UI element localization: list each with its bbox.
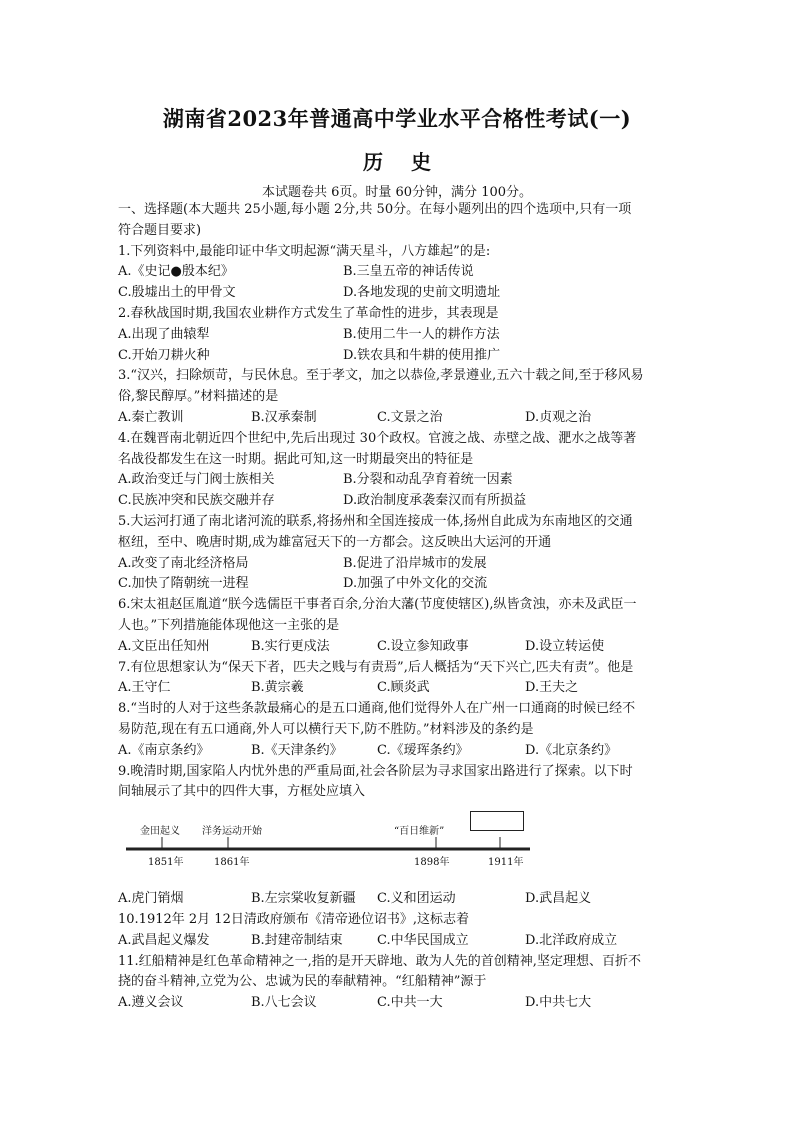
question-4 (118, 429, 678, 512)
timeline-event-label: 洋务运动开始 (202, 826, 262, 838)
option-d: D.武昌起义 (525, 891, 592, 907)
option-row (118, 678, 678, 699)
option-row (118, 283, 678, 304)
question-stem: 易防范,现在有五口通商,外人可以横行天下,防不胜防。”材料涉及的条约是 (118, 721, 534, 737)
option-d: D.贞观之治 (525, 409, 592, 425)
option-b: B.实行更戍法 (251, 638, 330, 654)
option-b: B.左宗棠收复新疆 (251, 891, 356, 907)
option-c: C.文景之治 (377, 409, 443, 425)
question-stem: 11.红船精神是红色革命精神之一,指的是开天辟地、敢为人先的首创精神,坚定理想、百折不 (118, 953, 641, 969)
timeline-year: 1911年 (488, 857, 524, 869)
option-row (118, 262, 678, 283)
subject-title (0, 146, 794, 175)
option-b: B.促进了沿岸城市的发展 (343, 555, 487, 571)
question-stem: 人也。”下列措施能体现他这一主张的是 (118, 617, 340, 633)
question-stem: 名战役都发生在这一时期。据此可知,这一时期最突出的特征是 (118, 451, 474, 467)
exam-info: 本试题卷共 6页。时量 60分钟，满分 100分。 (261, 185, 533, 200)
option-a: A.《史记●殷本纪》 (118, 264, 234, 280)
option-b: B.八七会议 (251, 995, 317, 1011)
section-heading: 一、选择题(本大题共 25小题,每小题 2分,共 50分。在每小题列出的四个选项中,只有一项 (118, 202, 632, 217)
option-row (118, 741, 678, 762)
question-stem: 7.有位思想家认为“保天下者，匹夫之贱与有责焉”,后人概括为“天下兴亡,匹夫有责”。他是 (118, 659, 634, 675)
option-a: A.政治变迁与门阀士族相关 (118, 472, 275, 488)
option-d: D.王夫之 (525, 680, 579, 696)
timeline-figure (118, 809, 678, 881)
option-b: B.封建帝制结束 (251, 932, 343, 948)
option-a: A.出现了曲辕犁 (118, 326, 210, 342)
option-c: C.开始刀耕火种 (118, 347, 210, 363)
question-2 (118, 304, 678, 366)
option-c: C.加快了隋朝统一进程 (118, 576, 249, 592)
option-b: B.分裂和动乱孕育着统一因素 (343, 472, 513, 488)
exam-content (118, 200, 678, 1014)
option-row (118, 554, 678, 575)
option-d: D.设立转运使 (525, 638, 605, 654)
option-a: A.虎门销烟 (118, 891, 184, 907)
option-a: A.遵义会议 (118, 995, 184, 1011)
option-c: C.设立参知政事 (377, 638, 469, 654)
option-row (118, 931, 678, 952)
question-9 (118, 762, 678, 910)
option-row (118, 993, 678, 1014)
question-stem: 4.在魏晋南北朝近四个世纪中,先后出现过 30个政权。官渡之战、赤壁之战、淝水之战等著 (118, 430, 637, 446)
option-b: B.汉承秦制 (251, 409, 317, 425)
option-d: D.铁农具和牛耕的使用推广 (343, 347, 501, 363)
option-c: C.中共一大 (377, 995, 443, 1011)
question-stem: 1.下列资料中,最能印证中华文明起源“满天星斗，八方雄起”的是: (118, 243, 491, 259)
question-stem: 枢纽，至中、晚唐时期,成为雄富冠天下的一方都会。这反映出大运河的开通 (118, 534, 552, 550)
question-stem: 6.宋太祖赵匡胤道“朕今选儒臣干事者百余,分治大藩(节度使辖区),纵皆贪浊，亦未及武臣一 (118, 597, 637, 613)
option-a: A.秦亡教训 (118, 409, 184, 425)
option-row (118, 408, 678, 429)
option-a: A.改变了南北经济格局 (118, 555, 249, 571)
question-stem: 3.“汉兴，扫除烦苛，与民休息。至于孝文，加之以恭俭,孝景遵业,五六十载之间,至于移风易 (118, 368, 644, 384)
option-a: A.文臣出任知州 (118, 638, 210, 654)
question-stem: 8.“当时的人对于这些条款最痛心的是五口通商,他们觉得外人在广州一口通商的时候已经不 (118, 701, 636, 717)
option-c: C.《瑷珲条约》 (377, 742, 469, 758)
question-stem: 挠的奋斗精神,立党为公、忠诚为民的奉献精神。“红船精神”源于 (118, 974, 487, 990)
option-d: D.北洋政府成立 (525, 932, 618, 948)
question-7 (118, 658, 678, 700)
option-row (118, 574, 678, 595)
question-1 (118, 242, 678, 304)
question-5 (118, 512, 678, 595)
option-row (118, 637, 678, 658)
question-stem: 10.1912年 2月 12日清政府颁布《清帝逊位诏书》,这标志着 (118, 911, 469, 927)
option-c: C.顾炎武 (377, 680, 430, 696)
option-b: B.三皇五帝的神话传说 (343, 264, 474, 280)
option-a: A.《南京条约》 (118, 742, 210, 758)
question-3 (118, 366, 678, 428)
option-row (118, 470, 678, 491)
exam-title: 湖南省2023年普通高中学业水平合格性考试(一) (162, 106, 632, 131)
timeline-year: 1898年 (414, 857, 450, 869)
option-c: C.殷墟出土的甲骨文 (118, 285, 236, 301)
option-a: A.王守仁 (118, 680, 171, 696)
option-d: D.政治制度承袭秦汉而有所损益 (343, 493, 527, 509)
option-d: D.中共七大 (525, 995, 592, 1011)
timeline-event-label: 金田起义 (140, 826, 180, 838)
option-d: D.加强了中外文化的交流 (343, 576, 488, 592)
option-row (118, 325, 678, 346)
timeline-year: 1851年 (148, 857, 184, 869)
question-stem: 间轴展示了其中的四件大事，方框处应填入 (118, 784, 366, 800)
timeline-year: 1861年 (214, 857, 250, 869)
question-10 (118, 910, 678, 952)
question-stem: 5.大运河打通了南北诸河流的联系,将扬州和全国连接成一体,扬州自此成为东南地区的交通 (118, 513, 633, 529)
option-c: C.义和团运动 (377, 891, 456, 907)
subject-char: 历 (363, 150, 383, 174)
option-c: C.中华民国成立 (377, 932, 469, 948)
option-d: D.各地发现的史前文明遗址 (343, 285, 501, 301)
option-row (118, 346, 678, 367)
answer-blank-box (470, 811, 524, 831)
option-b: B.黄宗羲 (251, 680, 304, 696)
option-a: A.武昌起义爆发 (118, 932, 210, 948)
option-c: C.民族冲突和民族交融并存 (118, 493, 275, 509)
question-11 (118, 952, 678, 1014)
question-8 (118, 699, 678, 761)
option-b: B.使用二牛一人的耕作方法 (343, 326, 500, 342)
subject-char: 史 (411, 150, 431, 174)
option-row (118, 889, 678, 910)
option-d: D.《北京条约》 (525, 742, 618, 758)
question-stem: 俗,黎民醇厚。”材料描述的是 (118, 389, 279, 405)
timeline-event-label: “百日维新” (394, 826, 445, 838)
question-stem: 9.晚清时期,国家陷人内忧外患的严重局面,社会各阶层为寻求国家出路进行了探索。以下时 (118, 763, 633, 779)
question-6 (118, 595, 678, 657)
option-b: B.《天津条约》 (251, 742, 343, 758)
question-stem: 2.春秋战国时期,我国农业耕作方式发生了革命性的进步，其表现是 (118, 305, 499, 321)
option-row (118, 491, 678, 512)
section-heading: 符合题目要求) (118, 222, 202, 238)
